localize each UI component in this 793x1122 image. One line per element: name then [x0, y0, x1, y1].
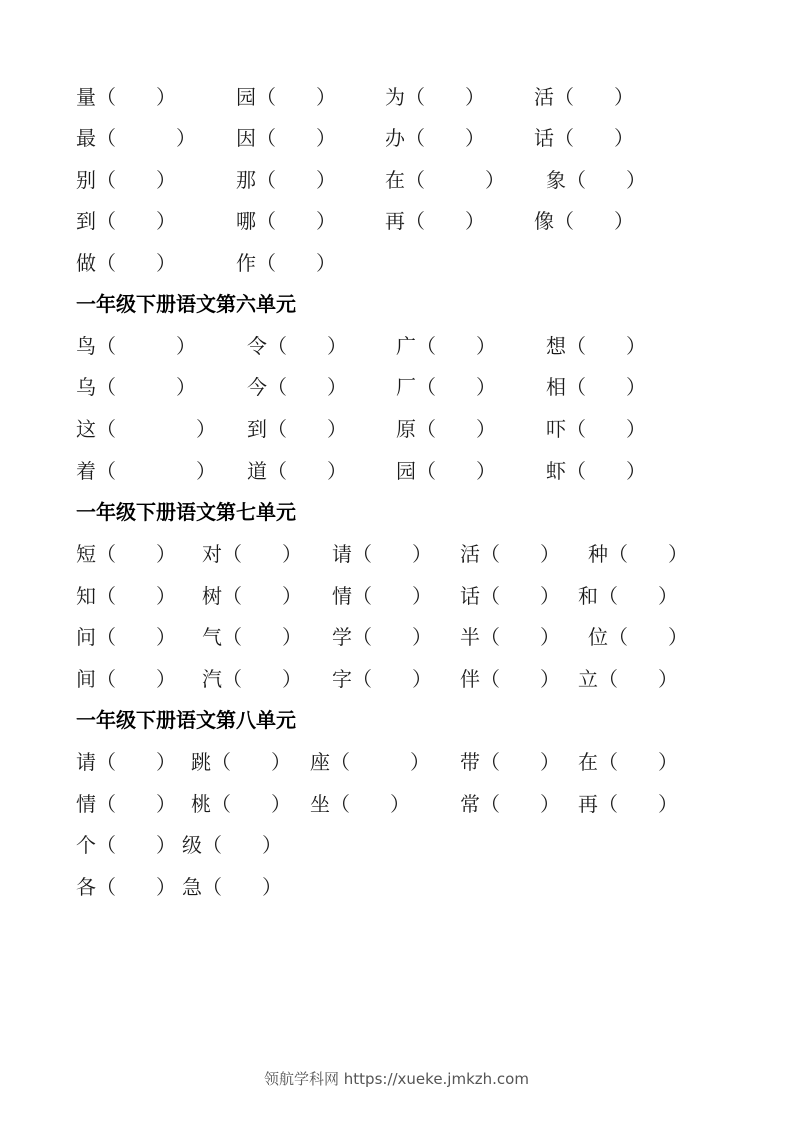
word-blank-item: 相（ ） [546, 375, 646, 399]
word-blank-item: 各（ ） [76, 875, 176, 899]
word-blank-item: 坐（ ） [310, 792, 410, 816]
exercise-row [0, 82, 793, 112]
word-blank-item: 种（ ） [588, 542, 688, 566]
word-blank-item: 活（ ） [460, 542, 560, 566]
word-blank-item: 在（ ） [385, 168, 505, 192]
word-blank-item: 情（ ） [76, 792, 176, 816]
exercise-row [0, 123, 793, 153]
exercise-row [0, 539, 793, 569]
exercise-row [0, 456, 793, 486]
word-blank-item: 想（ ） [546, 334, 646, 358]
exercise-row [0, 372, 793, 402]
word-blank-item: 到（ ） [247, 417, 347, 441]
word-blank-item: 字（ ） [332, 667, 432, 691]
exercise-row [0, 789, 793, 819]
exercise-row [0, 830, 793, 860]
word-blank-item: 着（ ） [76, 459, 216, 483]
word-blank-item: 话（ ） [534, 126, 634, 150]
word-blank-item: 和（ ） [578, 584, 678, 608]
word-blank-item: 位（ ） [588, 625, 688, 649]
word-blank-item: 个（ ） [76, 833, 176, 857]
word-blank-item: 量（ ） [76, 85, 176, 109]
word-blank-item: 鸟（ ） [76, 334, 196, 358]
word-blank-item: 到（ ） [76, 209, 176, 233]
word-blank-item: 常（ ） [460, 792, 560, 816]
word-blank-item: 最（ ） [76, 126, 196, 150]
section-heading: 一年级下册语文第六单元 [76, 292, 296, 316]
word-blank-item: 哪（ ） [236, 209, 336, 233]
word-blank-item: 急（ ） [182, 875, 282, 899]
word-blank-item: 桃（ ） [191, 792, 291, 816]
word-blank-item: 级（ ） [182, 833, 282, 857]
word-blank-item: 知（ ） [76, 584, 176, 608]
word-blank-item: 厂（ ） [396, 375, 496, 399]
word-blank-item: 座（ ） [310, 750, 430, 774]
word-blank-item: 半（ ） [460, 625, 560, 649]
word-blank-item: 虾（ ） [546, 459, 646, 483]
word-blank-item: 别（ ） [76, 168, 176, 192]
word-blank-item: 跳（ ） [191, 750, 291, 774]
section-heading: 一年级下册语文第八单元 [76, 708, 296, 732]
exercise-row [0, 414, 793, 444]
word-blank-item: 象（ ） [546, 168, 646, 192]
word-blank-item: 短（ ） [76, 542, 176, 566]
exercise-row [0, 872, 793, 902]
word-blank-item: 在（ ） [578, 750, 678, 774]
word-blank-item: 道（ ） [247, 459, 347, 483]
word-blank-item: 话（ ） [460, 584, 560, 608]
word-blank-item: 令（ ） [247, 334, 347, 358]
exercise-row [0, 747, 793, 777]
word-blank-item: 汽（ ） [202, 667, 302, 691]
footer-watermark: 领航学科网 https://xueke.jmkzh.com [264, 1070, 529, 1088]
exercise-row [0, 206, 793, 236]
word-blank-item: 间（ ） [76, 667, 176, 691]
word-blank-item: 气（ ） [202, 625, 302, 649]
word-blank-item: 树（ ） [202, 584, 302, 608]
exercise-row [0, 165, 793, 195]
word-blank-item: 办（ ） [385, 126, 485, 150]
word-blank-item: 学（ ） [332, 625, 432, 649]
word-blank-item: 问（ ） [76, 625, 176, 649]
word-blank-item: 今（ ） [247, 375, 347, 399]
word-blank-item: 活（ ） [534, 85, 634, 109]
word-blank-item: 因（ ） [236, 126, 336, 150]
word-blank-item: 那（ ） [236, 168, 336, 192]
exercise-row [0, 331, 793, 361]
word-blank-item: 带（ ） [460, 750, 560, 774]
word-blank-item: 立（ ） [578, 667, 678, 691]
exercise-row [0, 581, 793, 611]
word-blank-item: 做（ ） [76, 251, 176, 275]
word-blank-item: 为（ ） [385, 85, 485, 109]
word-blank-item: 园（ ） [396, 459, 496, 483]
word-blank-item: 吓（ ） [546, 417, 646, 441]
exercise-row [0, 622, 793, 652]
exercise-row [0, 248, 793, 278]
exercise-row [0, 664, 793, 694]
word-blank-item: 广（ ） [396, 334, 496, 358]
word-blank-item: 乌（ ） [76, 375, 196, 399]
word-blank-item: 园（ ） [236, 85, 336, 109]
word-blank-item: 情（ ） [332, 584, 432, 608]
word-blank-item: 作（ ） [236, 251, 336, 275]
word-blank-item: 这（ ） [76, 417, 216, 441]
word-blank-item: 对（ ） [202, 542, 302, 566]
word-blank-item: 请（ ） [332, 542, 432, 566]
section-heading: 一年级下册语文第七单元 [76, 500, 296, 524]
word-blank-item: 请（ ） [76, 750, 176, 774]
word-blank-item: 像（ ） [534, 209, 634, 233]
word-blank-item: 伴（ ） [460, 667, 560, 691]
word-blank-item: 再（ ） [578, 792, 678, 816]
word-blank-item: 再（ ） [385, 209, 485, 233]
word-blank-item: 原（ ） [396, 417, 496, 441]
